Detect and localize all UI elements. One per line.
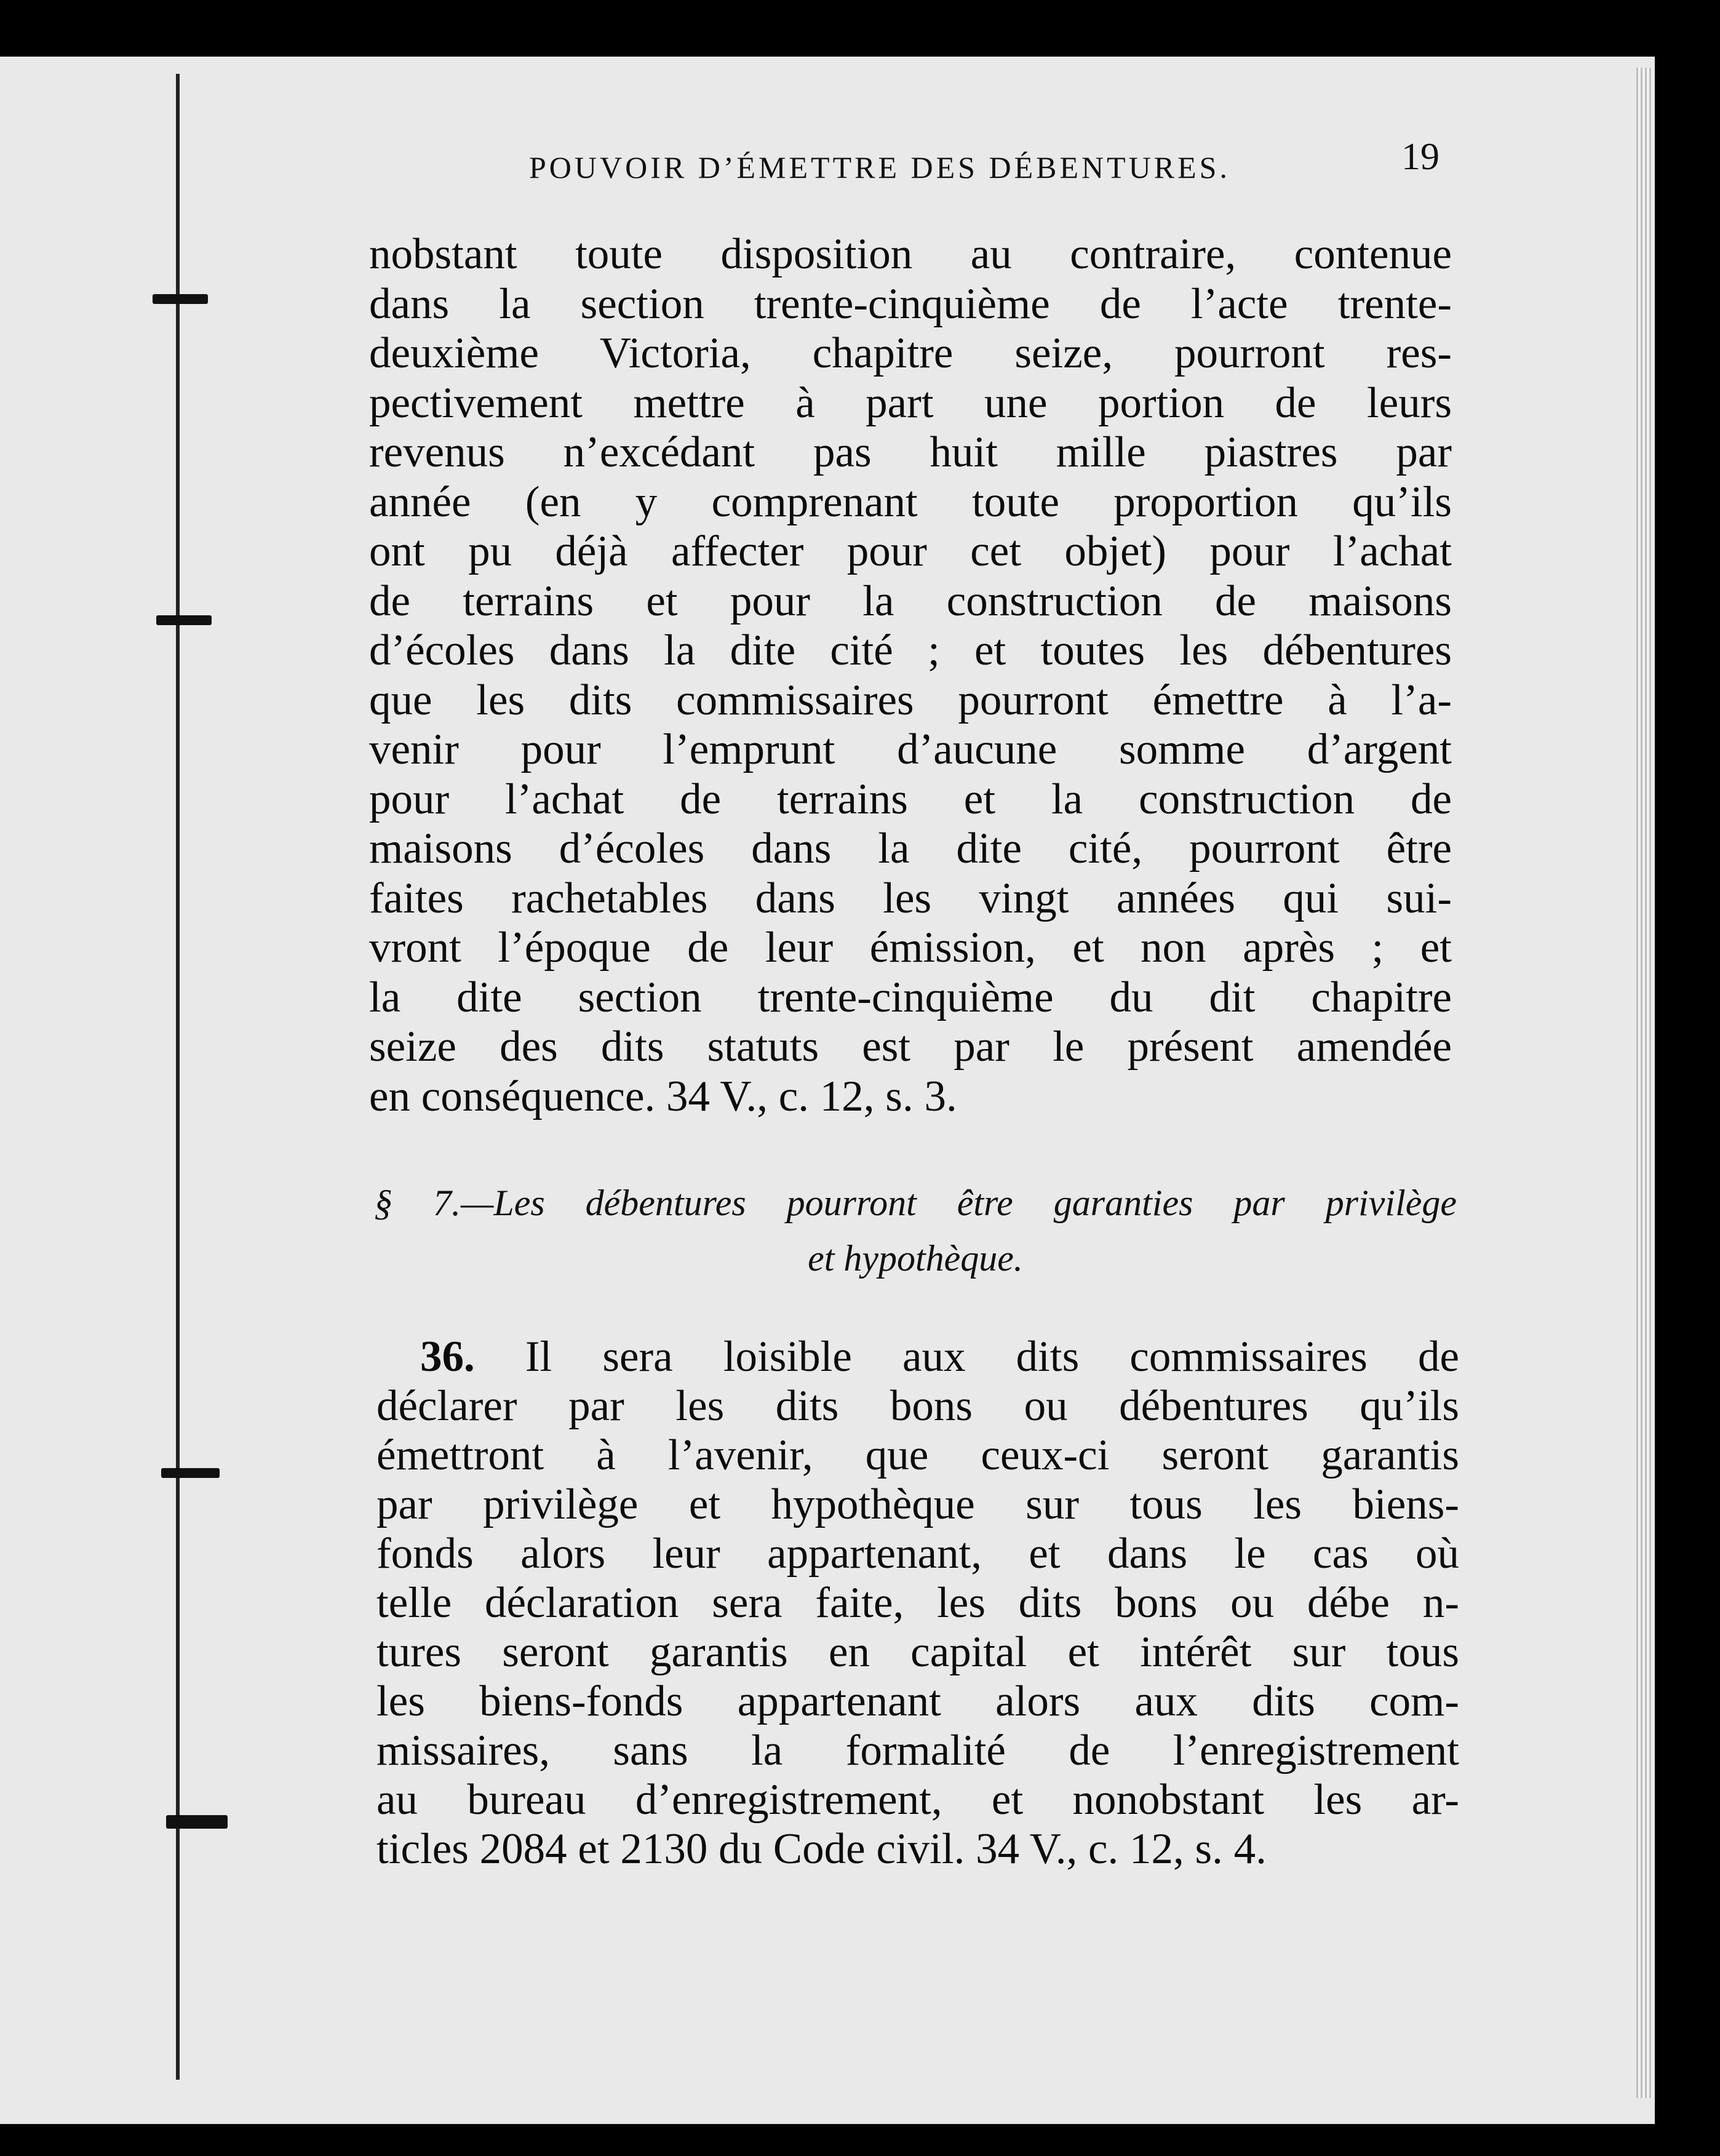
running-head: POUVOIR D’ÉMETTRE DES DÉBENTURES.: [529, 150, 1230, 185]
text-line: fonds alors leur appartenant, et dans le cas où: [376, 1530, 1459, 1578]
section-first-line: [376, 1332, 1459, 1381]
text-line: venir pour l’emprunt d’aucune somme d’argent: [369, 725, 1452, 773]
binding-gutter: [176, 74, 180, 2080]
section-number: 36.: [420, 1333, 475, 1381]
text-line: faites rachetables dans les vingt années qui sui-: [369, 874, 1452, 922]
text-line: émettront à l’avenir, que ceux-ci seront garantis: [376, 1431, 1459, 1479]
text-line: par privilège et hypothèque sur tous les biens-: [376, 1480, 1459, 1528]
text-line: d’écoles dans la dite cité ; et toutes les débentures: [369, 626, 1452, 674]
section-36: [376, 1332, 1459, 1874]
page-edge: [1636, 68, 1652, 2098]
text-line: seize des dits statuts est par le présent amendée: [369, 1023, 1452, 1071]
text-line: année (en y comprenant toute proportion qu’ils: [369, 477, 1452, 526]
binding-stitch: [156, 615, 212, 625]
text-fragment: Il sera loisible aux dits commissaires de: [474, 1333, 1459, 1381]
text-line: dans la section trente-cinquième de l’acte trente-: [369, 279, 1452, 328]
binding-stitch: [153, 294, 208, 304]
text-line: que les dits commissaires pourront émettre à l’a-: [369, 676, 1452, 724]
text-line: tures seront garantis en capital et intérêt sur tous: [376, 1628, 1459, 1676]
note-line: § 7.—Les débentures pourront être garanties par privilège: [374, 1183, 1457, 1223]
text-line: les biens-fonds appartenant alors aux dits com-: [376, 1677, 1459, 1725]
text-line: deuxième Victoria, chapitre seize, pourront res-: [369, 329, 1452, 377]
marginal-note: [374, 1175, 1457, 1286]
text-line: de terrains et pour la construction de maisons: [369, 577, 1452, 625]
binding-stitch: [161, 1468, 220, 1478]
text-line: nobstant toute disposition au contraire, contenue: [369, 230, 1452, 278]
text-line: telle déclaration sera faite, les dits bons ou débe n-: [376, 1579, 1459, 1627]
text-line: revenus n’excédant pas huit mille piastres par: [369, 428, 1452, 476]
page-number: 19: [1401, 136, 1439, 178]
text-line: pour l’achat de terrains et la construction de: [369, 775, 1452, 823]
text-line: au bureau d’enregistrement, et nonobstant les ar-: [376, 1776, 1459, 1824]
paragraph-35-continued: [369, 230, 1452, 1121]
text-line: vront l’époque de leur émission, et non après ; et: [369, 924, 1452, 972]
text-line: ticles 2084 et 2130 du Code civil. 34 V., c. 12, s. 4.: [376, 1825, 1267, 1873]
text-line: pectivement mettre à part une portion de leurs: [369, 378, 1452, 427]
text-line: en conséquence. 34 V., c. 12, s. 3.: [369, 1072, 957, 1120]
text-line: maisons d’écoles dans la dite cité, pourront être: [369, 824, 1452, 872]
text-line: missaires, sans la formalité de l’enregistrement: [376, 1727, 1459, 1775]
text-line: la dite section trente-cinquième du dit chapitre: [369, 973, 1452, 1021]
binding-stitch: [166, 1815, 228, 1829]
text-line: déclarer par les dits bons ou débentures qu’ils: [376, 1382, 1459, 1430]
text-line: ont pu déjà affecter pour cet objet) pour l’achat: [369, 527, 1452, 575]
note-line: et hypothèque.: [808, 1238, 1023, 1279]
